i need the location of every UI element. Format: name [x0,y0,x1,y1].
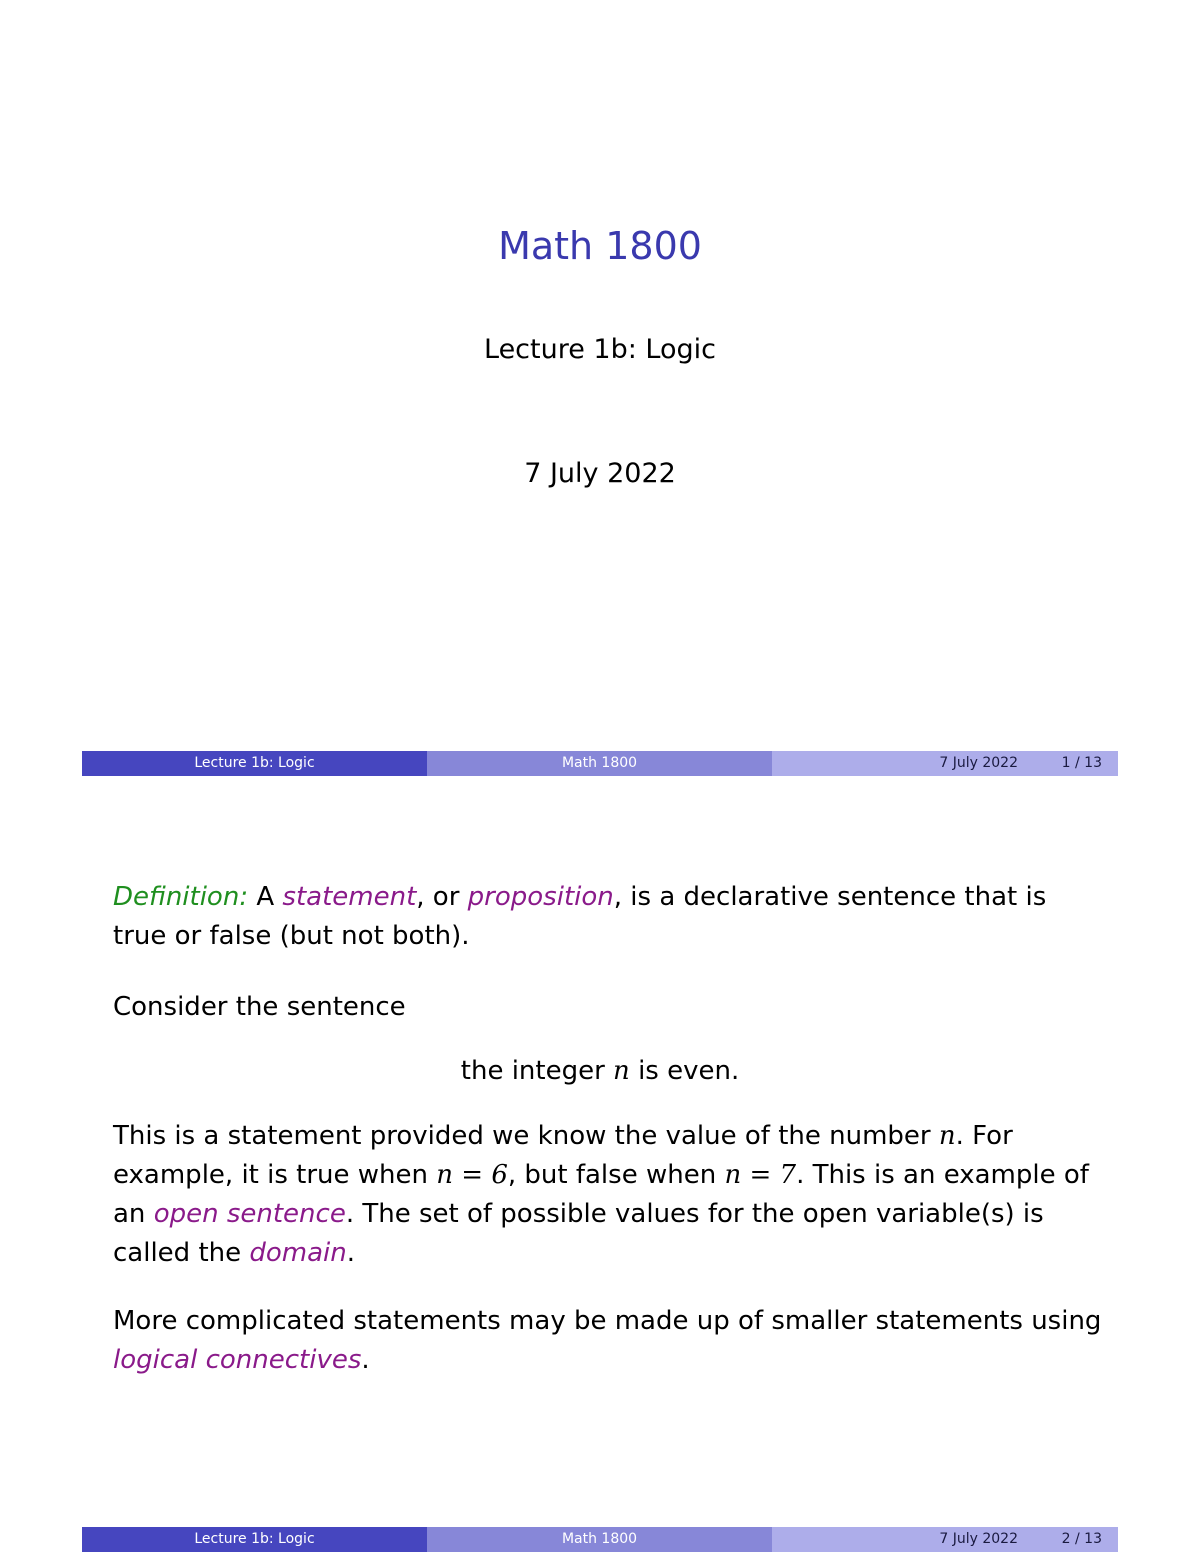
text-segment: . This is an example of an [113,1160,1089,1229]
text-segment: . [361,1345,370,1375]
footer-page-number: 1 / 13 [1061,755,1102,771]
definition-label: Definition: [113,882,249,912]
term-domain: domain [249,1238,347,1268]
math-equation: n = 6 [436,1160,508,1190]
text-segment: the integer [460,1056,605,1086]
slide-title: Math 1800 [498,224,702,268]
footer-page-number: 2 / 13 [1061,1531,1102,1547]
term-open-sentence: open sentence [153,1199,346,1229]
text-segment: More complicated statements may be made up of smaller statements using [113,1306,1102,1336]
footer-course: Math 1800 [427,751,772,776]
consider-paragraph: Consider the sentence [113,992,406,1022]
slide-subtitle: Lecture 1b: Logic [484,334,716,365]
text-segment: , is a declarative sentence that is true or false (but not both). [113,882,1047,951]
centered-sentence [0,1052,1200,1091]
text-segment: , but false when [507,1160,717,1190]
text-segment: . The set of possible values for the open variable(s) is called the [113,1199,1044,1268]
footer-date: 7 July 2022 [939,1531,1018,1547]
slide-2 [0,776,1200,1553]
definition-paragraph [113,878,1103,956]
math-variable: n [938,1121,956,1151]
slide-date: 7 July 2022 [524,458,676,489]
text-segment: is even. [638,1056,740,1086]
text-segment: . For example, it is true when [113,1121,1013,1190]
term-proposition: proposition [467,882,614,912]
footer-lecture: Lecture 1b: Logic [82,751,427,776]
text-segment: A [256,882,275,912]
math-variable: n [613,1056,630,1086]
text-segment: This is a statement provided we know the value of the number [113,1121,931,1151]
slide-footer [82,751,1118,776]
footer-lecture: Lecture 1b: Logic [82,1527,427,1552]
term-logical-connectives: logical connectives [113,1345,362,1375]
text-segment: . [346,1238,356,1268]
footer-right-section [772,751,1118,776]
math-equation: n = 7 [724,1160,797,1190]
connectives-paragraph [113,1302,1103,1380]
footer-right-section [772,1527,1118,1552]
text-segment: , or [416,882,460,912]
slide-1 [0,0,1200,776]
footer-course: Math 1800 [427,1527,772,1552]
open-sentence-paragraph [113,1117,1103,1273]
term-statement: statement [282,882,417,912]
footer-date: 7 July 2022 [939,755,1018,771]
slide-footer [82,1527,1118,1552]
